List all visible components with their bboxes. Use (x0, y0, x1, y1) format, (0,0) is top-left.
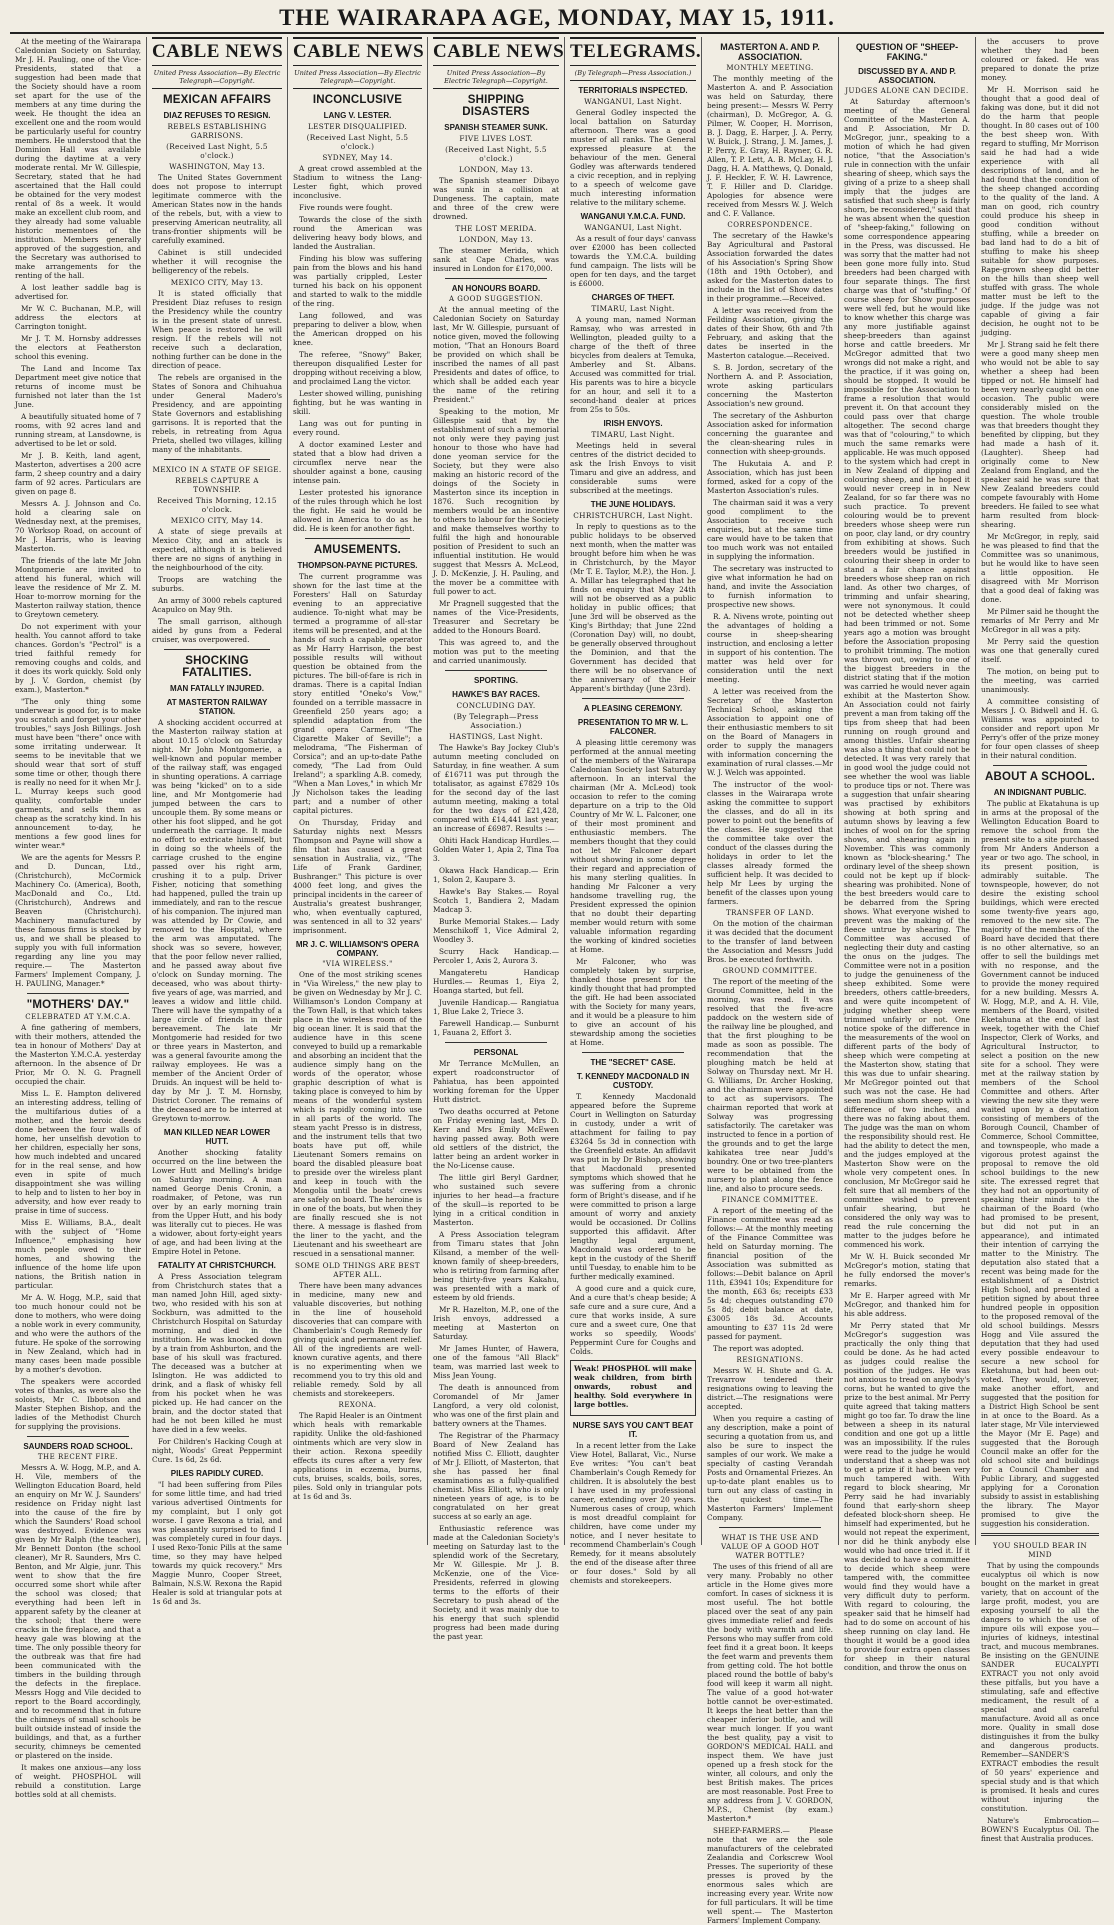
phosphol-ad-text: Weak! PHOSPHOL will make weak children, from birth onwards, robust and healthy. Sold everywhere in large bottles. (574, 1364, 692, 1409)
transfer-article (707, 919, 833, 964)
paragraph: T. Kennedy Macdonald appeared before the Supreme Court in Wellington on Saturday in custody, under a writ of attachment for failing to pay £3264 5s 3d in connection with the Greenfield estate. An affidavit was put in by Dr Bishop, showing that Macdonald presented symptoms which showed that he was suffering from a chronic form of Bright's disease, and if he were committed to prison a large amount of worry and anxiety would be occasioned. Dr Collins supported this affidavit. After lengthy legal argument, Macdonald was ordered to be kept in the custody of the Sheriff until Tuesday, to enable him to be further medically examined. (570, 1092, 696, 1281)
ground-committee-article (707, 977, 833, 1193)
fatalities-article (152, 718, 282, 1123)
old-things-heading: SOME OLD THINGS ARE BEST AFTER ALL. (295, 1261, 420, 1279)
dateline: WANGANUI, Last Night. (584, 97, 682, 106)
rexona-article (293, 1411, 422, 1501)
paragraph: Two deaths occurred at Petone on Friday evening last, Mrs D. Kerr and Mrs Emily McEwen having passed away. Both were old settlers of the district, the latter being an ardent worker in the No-License cause. (433, 1107, 559, 1170)
dateline: MEXICO CITY, May 13. (170, 278, 264, 287)
paragraph: Finding his blow was suffering pain from the blows and his hand was partially crippled, Lester turned his back on his opponent and started to walk to the middle of the ring. (293, 254, 422, 308)
paragraph: The instructor of the wool-classes in the Wairarapa wrote asking the committee to support the classes, and do all in its power to point out the benefits of the classes. He suggested that the committee take over the conduct of the classes during the holidays in order to let the classes already formed the sufficient help. It was decided to help Mr Lees by urging the benefit of the classes upon young farmers. (707, 780, 833, 906)
paragraph: The monthly meeting of the Masterton A. and P. Association was held on Saturday, there being present:— Messrs W. Perry (chairman), D. McGregor, A. G. Pilmer, W. Cooper, H. Morrison, B. J. Dagg, E. Harper, J. A. Perry, W. Buick, J. Strang, J. M. James, J. P. Perry, E. Gray, H. Rayner, G. R. Allen, T. P. Lett, A. B. McLay, H. J. Dagg, H. A. Matthews, Q. Donald, J. F. Heckler, F. W. H. Lawrence, T. F. Hiller and D. Claridge. Apologies for absence were received from Messrs W. J. Welch and C. F. Vallance. (707, 74, 833, 218)
paragraph: A letter was received from the Secretary of the Masterton Technical School, asking the Association to appoint one of their enthusiastic members to sit on the Board of Managers in order to supply the managers with information concerning the examination of rural classes.—Mr W. J. Welch was appointed. (707, 687, 833, 777)
paragraph: The public at Ekatahuna is up in arms at the proposal of the Wellington Education Board to remove the school from the present site to a site purchased from Mr Anders Anderson a year or two ago. The school, in its present position, is admirably suitable. The townspeople, however, do not desire the existing school buildings, which were erected some twenty-five years ago, removed to the new site. The majority of the members of the Board have decided that there is no other alternative, so an offer to sell the buildings met with no response, and the Government cannot be induced to provide the money required for a new building. Messrs A. W. Hogg, M.P., and A. H. Vile, members of the Board, visited Eketahuna at the end of last week, together with the Chief Inspector, Clerk of Works, and Agricultural Instructor, to select a position on the new site for a school. They were met at the railway station by members of the School Committee and others. After viewing the new site they were waited upon by a deputation consisting of members of the Borough Council, Chamber of Commerce, School Committee, and townspeople, who made a vigorous protest against the proposal to remove the old school buildings to the new site. The exressed regret that they had not an opportunity of speaking their minds to the chairman of the Board (who had promised to be present, but did not put in an appearance), and intimated their intention of carrying the matter to the Ministry. The deputation also stated that a recent was being made for the establishment of a District High School, and presented a petition signed by about three hundred people in opposition to the proposed removal of the old school buildings. Messrs Hogg and Vile assured the deputation that they had used every possible endeavour to secure a new school for Eketahuna, but had been out-voted. They would, however, make another effort, and suggested that the position for a District High School be sent in at once to the Board. As a later stage, Mr Vile interviewed the Mayor (Mr E. Page) and suggested that the Borough Council make an offer for the old school site and buildings for a Council Chamber and Public Library, and suggested applying for a Coronation subsidy to assist in establishing the library. The Mayor promised to give the suggestion his consideration. (981, 799, 1099, 1528)
cable-news-banner: CABLE NEWS (293, 37, 422, 66)
paragraph: When you require a casting of any description, make a point of securing a quotation from us, and also be sure to inspect the samples of our work. We make a specialty of casting Verandah Posts and Ornamental Friezes. An up-to-date plant enables us to turn out any class of casting in the quickest time.—The Masterton Farmers' Implement Company. (707, 1414, 833, 1522)
paragraph: Mr Pilmer said he thought the remarks of Mr Perry and Mr McGregor in all was a pity. (981, 607, 1099, 634)
paragraph: The death is announced from Coromandel of Mr Jamer Langford, a very old colonist, who was one of the first plain and battery owners at the Thames. (433, 1383, 559, 1428)
pictures-article (293, 572, 422, 935)
fatalities-subheading: MAN FATALLY INJURED. (170, 684, 264, 693)
about-school-article (981, 799, 1099, 1528)
honours-board-subheading: A GOOD SUGGESTION. (448, 295, 544, 303)
press-credit: United Press Association—By Electric Telegraph—Copyright. (433, 69, 559, 89)
paragraph: SHEEP-FARMERS.— Please note that we are the sole manufacturers of the celebrated Zealandia and Corkscrew Wool Presses. The superiority of these presses is proved by the enormous sales which are increasing every year. Write now for full particulars. It will be time well spent.— The Masterton Farmers' Implement Company. (707, 1826, 833, 1925)
ap-article-1 (707, 74, 833, 218)
ceremony-article (570, 738, 696, 1047)
masthead (10, 4, 1104, 34)
paragraph: There have been many advances in medicine, many new and valuable discoveries, but nothing in the line of household discoveries that can compare with Chamberlain's Cough Remedy for giving quick and permanent relief. All of the ingredients are well-known curative agents, and there is no experimenting when we recommend you to try this old and reliable remedy. Sold by all chemists and storekeepers. (293, 1281, 422, 1398)
paragraph: At the meeting of the Wairarapa Caledonian Society on Saturday, Mr J. H. Pauling, one of the Vice-Presidents, stated that a suggestion had been made that the Society should have a room set apart for the use of the members at any time during the week. He thought the idea an excellent one and the room would be particularly useful for country members. He understood that the Dominion Hall was available during the daytime at a very moderate rental. Mr W. Gillespie, Secretary, stated that he had ascertained that the Hall could be obtained for the very modest rental of 8s a week. It would make an excellent club room, and they already had some valuable historic mementoes of the institution. Members generally approved of the suggestion, and the Secretary was authorised to make arrangements for the renting of the hall. (15, 37, 141, 280)
fatalities-subheading-2: AT MASTERTON RAILWAY STATION. (166, 698, 268, 716)
lower-hutt-heading: MAN KILLED NEAR LOWER HUTT. (163, 1128, 271, 1146)
irish-envoys-heading: IRISH ENVOYS. (603, 419, 663, 428)
paragraph: That by using the compounds eucalyptus oil which is now bought on the market in great variety, that on account of the large profit, modest, you are exposing yourself to all the dangers to which the use of impure oils will expose you—injuries of kidneys, intestinal tract, and mucous membranes. Be insisting on the GENUINE SANDER EUCALYPTI EXTRACT you not only avoid these pitfalls, but you have a stimulating, safe and effective medicament, the result of a special and careful manufacture. Avoid all as once more. Quality in small dose distinguishes it from the bulky and dangerous products. Remember—SANDER'S EXTRACT embodies the result of 50 years' experience and special study and is that which is promised. It heals and cures without injuring the constitution. (981, 1561, 1099, 1813)
paragraph: The Rapid Healer is an Ointment which heals with remarkable rapidity. Unlike the old-fashioned ointments which are very slow in their action. Rexona speedily effects its cures after a very few applications in eczema, burns, cuts, bruises, scalds, boils, sores, piles. Sold only in triangular pots at 1s 6d and 3s. (293, 1411, 422, 1501)
eucalyptus-heading: YOU SHOULD BEAR IN MIND (992, 1541, 1088, 1559)
dateline: CHRISTCHURCH, Last Night. (573, 511, 693, 520)
paragraph: Lester showed willing, punishing fighting, but he was wanting in skill. (293, 389, 422, 416)
received-line: (Received Last Night, 5.5 o'clock.) (445, 145, 547, 163)
paragraph: Troops are watching the suburbs. (152, 575, 282, 593)
column-4 (428, 37, 565, 1641)
territorials-article (570, 108, 696, 207)
dateline: WANGANUI, Last Night. (584, 223, 682, 232)
paragraph: Speaking to the motion, Mr Gillespie said that by the establishment of such a memorial not only were they paying just honour to those who have had done yeoman service for the Society, but they were also making an historic record of the doings of the Society in Masterton since its inception in 1876. Such recognition by members would be an incentive to others to labour for the Society and make themselves worthy to fulfil the high and honourable position of President to such an influential institution. He would suggest that Messrs A. McLeod, J. D. McKenzie, J. H. Pauling, and the mover be a committee with full power to act. (433, 407, 559, 596)
sheep-faking-article (844, 97, 970, 1672)
received-line: (Received Last Night, 5.5 o'clock.) (306, 133, 409, 151)
paragraph: The United States Government does not propose to interrupt legitimate commerce with the American States now in the hands of the rebels, but, with a view to preserving American neutrality, all trans-frontier shipments will be carefully examined. (152, 173, 282, 245)
ymca-fund-heading: WANGANUI Y.M.C.A. FUND. (580, 212, 686, 221)
paragraph: R. A. Nivens wrote, pointing out the advantages of holding a course in sheep-shearing instruction, and enclosing a letter in support of his contention. The matter was held over for consideration until the next meeting. (707, 612, 833, 684)
resignations-subheading: RESIGNATIONS. (736, 1356, 804, 1364)
paragraph: We are the agents for Messrs P. and D. Duncan, Ltd., (Christchurch), McCormick Machinery Co. (America), Booth, MacDonald and Co., Ltd. (Christchurch), Andrews and Beaven (Christchurch). Machinery manufactured by these famous firms is stocked by us, and we shall be pleased to supply you with full information regarding any line you may require.— The Masterton Farmers' Implement Company, J. H. PAULING, Manager.* (15, 853, 141, 988)
paragraph: "The only thing some underwear is good for, is to make you scratch and forget your other troubles," says Josh Billings. Josh must have been "there" once with some irritating underwear. It seems to be inevitable that we should wear that sort of stuff some time or other, though there is really no need for it when Mr J. L. Murray keeps such good quality, comfortable under garments, and sells them as cheap as the scratchy kind. In his announcement to-day, he mentions a few good lines for winter wear.* (15, 697, 141, 850)
ceremony-heading: A PLEASING CEREMONY. (583, 704, 683, 713)
paragraph: Nature's Embrocation—BOWEN'S Eucalyptus Oil. The finest that Australia produces. (981, 1816, 1099, 1843)
mexican-subheading-2: REBELS ESTABLISHING GARRISONS. (167, 122, 267, 140)
paragraph: The secretary of the Ashburton Association asked for information concerning the guarantee and the clean-shearing rules in connection with sheep-grounds. (707, 411, 833, 456)
paragraph: Mr H. Morrison said he thought that a good deal of faking was done, but it did not do the harm that people thought. In 80 cases out of 100 the best sheep won. With regard to stuffing, Mr Morrison said he had had a wide experience with all descriptions of land, and he had found that the condition of the sheep changed according to the quality of the land. A man on good, rich country could produce his sheep in good condition without stuffing, while a breeder on bad land had to do a bit of stuffing to make his sheep suitable for show purposes. Rape-grown sheep did better on the hills than sheep well stuffed with grass. The whole matter must be left to the judge. If the judge was not capable of giving a fair decision, he ought not to be judging. (981, 85, 1099, 337)
inconclusive-heading: INCONCLUSIVE (312, 94, 403, 106)
dateline: TIMARU, Last Night. (591, 304, 675, 313)
paragraph: The Hawke's Bay Jockey Club's autumn meeting concluded on Saturday, in fine weather. A sum of £16711 was put through the totalisator, as against £7829 10s for the second day of the last autumn meeting, making a total for the two days of £21,428, compared with £14,441 last year, an increase of £6987. Results :— (433, 743, 559, 833)
paragraph: Messrs A. J. Johnson and Co. hold a clearing sale on Wednesday next, at the premises, 70 Worksop Road, on account of Mr J. Harris, who is leaving Masterton. (15, 499, 141, 553)
paragraph: Enthusiastic reference was made at the Caledonian Society's meeting on Saturday last to the splendid work of the Secretary, Mr W. Gillespie. Mr J. B. McKenzie, one of the Vice-Presidents, referred in glowing terms to the efforts of their Secretary to push ahead of the Society, and it was mainly due to his energy that such splendid progress had been made during the past year. (433, 1524, 559, 1641)
paragraph: Miss E. Williams, B.A., dealt with the subject of "Home Influence," emphasising how much people owed to their homes, and showing the influence of the home life upon nations, the British nation in particular. (15, 1218, 141, 1290)
paragraph: At Saturday afternoon's meeting of the General Committee of the Masterton A. and P. Association, Mr D. McGregor, junr., speaking to a motion of which he had given notice, "that the Association's rule in connection with the unfair shearing of sheep, which says the giving of a prize to a sheep shall imply that the judges are satisfied that such sheep is fairly shorn, be reconsidered," said that he was absent when the question of "sheep-faking," following on some correspondence appearing in the Press, was discussed. He was sorry that the matter had not been gone more fully into. Stud breeders had been charged with four separate things. The first charge was that of "stuffing." Of course sheep for Show purposes were well fed, but he would like to know whether this charge was any more justifiable against sheep-breeders than against horse and cattle breeders. Mr McGregor admitted that two wrongs did not make a right, and the practice, if it was going on, should be stopped. It would be impossible for the Association to frame a resolution that would prevent it. On that account they could pass over that charge altogether. The second charge was that of "colouring," to which much the same remarks were applicable. He was much opposed to the system which had crept in in New Zealand of dipping and colouring sheep, and he hoped it would never creep in in New Zealand, for so far there was no such practice. To prevent colouring would be to prevent breeders whose sheep were run on poor, clay land, or dry country from exhibiting at shows. Such breeders would be justified in colouring their sheep in order to stand a fair chance against breeders whose sheep ran on rich land. As other two charges, of trimming and unfair shearing, were not synonymous. It could not be detected whether sheep had been trimmed or not. Some years ago a motion was brought before the Association proposing to prohibit trimming. The motion was thrown out, owing to one of the biggest breeders in the district stating that if the motion was carried he would never again exhibit at the Masterton Show. An Association could not fairly prevent a man from taking off the tips from sheep that had been running on rough ground and among thistles. Unfair shearing was also a thing that could not be detected. It was very rarely that in good wool the judge could not see whether the wool was liable to produce tips or not. There was a suggestion that unfair shearing was practised by exhibitors showing at both spring and autumn shows by leaving a few inches of wool on for the spring shows, and shearing again in November. This was commonly known as "block-shearing." The ordinary level of the sheep shown could not be kept up if block-shearing was prohibited. None of the best breeders would care to be debarred from the Spring shows. What everyone wished to prevent was the making of the fleece untrue by shearing. The Committee was accused of neglecting their duty and casting the onus on the judges. The Committee were not in a position to judge the genuineness of the sheep exhibited. Some were breeders, others cattle-breeders, and were quite incompetent of judging whether sheep were trimmed unfairly or not. One notice spoke of the difference in the measurements of the wool on different parts of the body of sheep which were competing at the Masterton show, stating that this was due to unfair shearing. Mr McGregor pointed out that such was not the case. He had seen medium shorn sheep with a difference of two inches, and there was no faking about them. The judge was the man on whom the responsibility should rest. He had the ability to detect the men, and the judges employed at the Masterton Show were on the whole very competent ones. In conclusion, Mr McGregor said he felt sure that all members of the committee wished to prevent unfair shearing, but he considered the only way was to read the rule concerning the matter to the judges before he commenced his work. (844, 97, 971, 1249)
paragraph: Burke Memorial Stakes.— Lady Menschikoff 1, Vice Admiral 2, Woodley 3. (433, 917, 559, 944)
mexican-article-1 (152, 173, 282, 275)
merida-article (433, 246, 559, 273)
paragraph: The uses of this friend of all are very many. Probably no other article in the Home gives more comfort. In cases of sickness it is most useful. The hot bottle placed over the seat of any pain gives immediate relief and feeds the body with warmth and life. Persons who may suffer from cold feet find it a great boon. It keeps the feet warm and prevents them from getting cold. The hot bottle placed round the bottle of baby's food will keep it warm all night. The value of a good hot-water bottle cannot be over-estimated. It keeps the heat better than the cheaper inferior bottle, and will wear much longer. If you want the best quality, pay a visit to GORDON'S MEDICAL HALL and inspect them. We have just opened up a fresh stock for the winter, all colours, and only the best British makes. The prices are most reasonable. Post Free to any address from J. V. GORDON, M.P.S., Chemist (by exam.) Masterton.* (707, 1562, 833, 1823)
secret-case-heading: THE "SECRET" CASE. (590, 1058, 676, 1067)
mexican-article-2 (152, 289, 282, 454)
paragraph: Okawa Hack Handicap.— Erin 1, Solon 2, Kaupare 3. (433, 866, 559, 884)
june-holidays-article (570, 522, 696, 693)
dateline: WASHINGTON, May 13. (169, 162, 265, 171)
finance-subheading: FINANCE COMMITTEE. (721, 1196, 819, 1204)
opera-article (293, 970, 422, 1258)
press-credit: United Press Association—By Electric Telegraph—Copyright. (293, 69, 422, 89)
paragraph: S. B. Jordon, secretary of the Northern A. and P. Association, wrote asking particulars concerning the Masterton Association's new ground. (707, 363, 833, 408)
finance-article (707, 1206, 833, 1353)
lester-disqualified: LESTER DISQUALIFIED. (308, 122, 407, 131)
lang-lester-subheading: LANG V. LESTER. (323, 111, 392, 120)
secret-case-subheading: T. KENNEDY MACDONALD IN CUSTODY. (576, 1072, 690, 1090)
eucalyptus-article (981, 1561, 1099, 1843)
masthead-title: THE WAIRARAPA AGE, MONDAY, MAY 15, 1911. (279, 5, 835, 30)
paragraph: An army of 3000 rebels captured Acapulco on May 9th. (152, 596, 282, 614)
school-subheading: THE RECENT FIRE. (37, 1453, 119, 1461)
columns (10, 37, 1104, 1925)
irish-envoys-article (570, 441, 696, 495)
received-line: Received This Morning, 12.15 o'clock. (157, 496, 277, 514)
theft-heading: CHARGES OF THEFT. (591, 293, 675, 302)
siege-article (152, 527, 282, 644)
paragraph: Do not experiment with your health. You cannot afford to take chances. Gordon's "Pectrol" is a tried faithful remedy for removing coughs and colds, and it does its work quickly. Sold only by J. V. Gordon, chemist (by exam.), Masterton.* (15, 622, 141, 694)
hot-water-bottle-heading: WHAT IS THE USE AND VALUE OF A GOOD HOT WATER BOTTLE? (720, 1533, 820, 1560)
paragraph: The small garrison, although aided by guns from a Federal cruiser, was overpowered. (152, 617, 282, 644)
column-1 (10, 37, 147, 1799)
paragraph: On Thursday, Friday and Saturday nights next Messrs Thompson and Payne will show a film that has caused a great sensation in Australia, viz., "The Life of Frank Gardiner, Bushranger." This picture is over 4000 feet long, and gives the principal incidents in the career of Australia's greatest bushranger, who, when eventually captured, was sentenced in all to 32 years' imprisonment. (293, 818, 422, 935)
paragraph: Miss L. E. Hampton delivered an interesting address, telling of the multifarious duties of a mother, and the heroic deeds done between the four walls of home, her unselfish devotion to her children, especially her sons, how much indebted and uncared for in the real sense, and how even in spite of much disappointment she was willing to help and to listen to her boy in adversity, and how ever ready to praise in time of success. (15, 1089, 141, 1215)
paragraph: Lester protested his ignorance of the rules through which he lost the fight. He said he would be allowed in America to do as he did. He is keen for another fight. (293, 488, 422, 533)
paragraph: Ohiti Hack Handicap Hurdles.— Golden Water 1, Apia 2, Tina Toa 3. (433, 836, 559, 863)
paragraph: For Children's Hacking Cough at night, Woods' Great Peppermint Cure. 1s 6d, 2s 6d. (152, 1437, 282, 1464)
personal-heading: PERSONAL (473, 1048, 519, 1057)
ground-committee-subheading: GROUND COMMITTEE. (722, 967, 818, 975)
paragraph: the accusers to prove whether they had been coloured or faked. He was prepared to donate the prize money. (981, 37, 1099, 82)
paragraph: The Registrar of the Pharmacy Board of New Zealand has notified Miss C. Elliott, daughter of Mr J. Elliott, of Masterton, that she has passed her final examinations as a fully-qualified chemist. Miss Elliott, who is only nineteen years of age, is to be congratulated on her great success at so early an age. (433, 1431, 559, 1521)
paragraph: One of the most striking scenes in "Via Wireless," the new play to be given on Wednesday by Mr J. C. Williamson's London Company at the Town Hall, is that which takes place in the wireless room of the big ocean liner. It is said that the audience have in this scene conveyed to build up a remarkable and absorbing an incident that the audience simply hang on the words of the operator, whose graphic description of what is taking place is conveyed to him by means of the wonderful system which is rapidly coming into use in all parts of the world. The steam yacht Presso is in distress, and the instrument tells that two boats have put off, while Lieutenant Somers remains on board the disabled pleasure boat to preside over the wireless plant and keep in touch with the Mongolia until the boats' crews are safely on board. The heroine is in one of the boats, but when they are finally rescued she is not there. A message is flashed from the liner to the yacht, and the Lieutenant and his sweetheart are rescued in a sensational manner. (293, 970, 422, 1258)
paragraph: Mr Perry stated that Mr McGregor's suggestion was practically the only thing that could be done. As he had acted as judges could realise the position of the judges. He was not anxious to tread on anybody's corns, but he wanted to give the prize to the best animal. Mr Perry quite agreed that taking matters might go too far. To draw the line between a sheep in its natural condition and one got up a little was an impossibility. If the rules were read to the judge he would understand that a sheep was not to get a prize if it had been very much tampered with. With regard to block shearing, Mr Perry said he had invariably found that early-shorn sheep defeated block-shorn sheep. He himself had experimented, but he would not repeat the experiment, nor did he think anybody else would who had once tried it. If it was decided to have a committee to decide which sheep were tampered with, the committee would find they would have a very difficult duty to perform. With regard to colouring, the speaker said that he himself had had to do some on account of his sheep running on clay land. He thought it would be a good idea to provide four extra open classes for sheep in their natural condition, and throw the onus on (844, 1321, 970, 1672)
christchurch-heading: FATALITY AT CHRISTCHURCH. (158, 1261, 276, 1270)
paragraph: A great crowd assembled at the Stadium to witness the Lang-Lester fight, which proved inconclusive. (293, 164, 422, 200)
dateline: LONDON, May 13. (459, 235, 533, 244)
press-credit: (By Telegraph—Press Association.) (570, 69, 696, 81)
paragraph: Mr Terrance McMullen, an expert roadconstructor of Pahiatua, has been appointed working foreman for the Upper Hutt district. (433, 1059, 559, 1104)
races-subheading-2: CONCLUDING DAY. (456, 701, 536, 710)
paragraph: Meetings held in several centres of the district decided to ask the Irish Envoys to visit Timaru and give an address, and considerable sums were subscribed at the meetings. (570, 441, 696, 495)
paragraph: The motion, on being put to the meeting, was carried unanimously. (981, 667, 1099, 694)
mothers-day-subheading: CELEBRATED AT Y.M.C.A. (25, 1013, 131, 1021)
paragraph: Mr A. W. Hogg, M.P., said that too much honour could not be done to mothers, who were doing a noble work in every community, and who were the authors of the future. He spoke of the sorrowing in New Zealand, which had in many cases been made possible by a mother's devotion. (15, 1293, 141, 1374)
paragraph: A state of siege prevails at Mexico City, and an attack is expected, although it is believed there are no signs of anything in the neighbourhood of the city. (152, 527, 282, 572)
paragraph: Hawke's Bay Stakes.— Royal Scotch 1, Bandiera 2, Madam Madcap 3. (433, 887, 559, 914)
paragraph: Mangateretu Handicap Hurdles.— Reumas 1, Eiya 2, Hoanga started, but fell. (433, 968, 559, 995)
sporting-heading: SPORTING. (473, 676, 518, 685)
piles-article (152, 1480, 282, 1606)
paragraph: The Spanish steamer Dibayo was sunk in a collision at Dungeness. The captain, mate and three of the crew were drowned. (433, 176, 559, 221)
dateline: LONDON, May 13. (459, 165, 533, 174)
dateline: TIMARU, Last Night. (591, 430, 675, 439)
column-1-paragraphs (15, 37, 141, 988)
school-article (15, 1463, 141, 1799)
telegrams-banner: TELEGRAMS. (570, 37, 696, 66)
paragraph: Mr McGregor, in reply, said he was pleased to find that the Committee was so unanimous, but he would like to have seen a little opposition. He disagreed with Mr Morrison that a good deal of faking was done. (981, 532, 1099, 604)
paragraph: A good cure and a quick cure, And a cure that's cheap beside; A safe cure and a sure cure, And a cure that works inside, A sure cure and a sweet cure, One that works so speedily, Woods' Peppermint Cure for Coughs and Colds. (570, 1284, 696, 1356)
races-article (433, 743, 559, 1037)
piles-heading: PILES RAPIDLY CURED. (170, 1469, 264, 1478)
paragraph: Scurry Hack Handicap.— Percoler 1, Axis 2, Aurora 3. (433, 947, 559, 965)
about-school-heading: ABOUT A SCHOOL. (984, 771, 1096, 783)
territorials-heading: TERRITORIALS INSPECTED. (578, 86, 688, 95)
column-8 (976, 37, 1104, 1843)
paragraph: Mr Perry said the question was one that generally cured itself. (981, 637, 1099, 664)
fatalities-heading: SHOCKING FATALITIES. (182, 655, 252, 679)
ap-association-heading: MASTERTON A. AND P. ASSOCIATION. (720, 42, 820, 62)
old-things-article (293, 1281, 422, 1398)
paragraph: It makes one anxious—any loss of weight. PHOSPHOL will rebuild a constitution. Large bottles sold at all chemists. (15, 1763, 141, 1799)
sheep-faking-continued (981, 37, 1099, 760)
nurse-article (570, 1441, 696, 1585)
cable-news-banner: CABLE NEWS (152, 37, 282, 66)
paragraph: This was agreed to, and the motion was put to the meeting and carried unanimously. (433, 638, 559, 665)
paragraph: The current programme was shown for the last time at the Foresters' Hall on Saturday evening to an appreciative audience. To-night what may be termed a programme of all-star items will be presented, and at the hands of such a capable operator as Mr Harry Harrison, the best possible results will without question be obtained from the pictures. The bill-of-fare is rich in dramas. There is a capital Indian story entitled "Oneko's Vow," founded on a terrible massacre in Greenfield 250 years ago; a splendid adaptation from the grand opera Carmen, "The Cigarette Maker of Seville"; a melodrama, "The Fisherman of Corsica"; and an up-to-date Pathe comedy, "The Lad from Ould Ireland"; a sparkling A.B. comedy, "When a Man Loves," in which Mr Jy Nicholson takes the leading part; and a number of other capital pictures. (293, 572, 422, 815)
paragraph: The report of the meeting of the Ground Committee, held in the morning, was read. It was resolved that the five-acre paddock on the western side of the railway line be ploughed, and that the first ploughing to be made as soon as possible. The recommendation that the ploughing match be held at Solway on Thursday next. Mr H. G. Williams, Dr. Archer Hosking, and the chairman were appointed to act as supervisors. The chairman reported that work at Solway was progressing satisfactorily. The caretaker was instructed to fence in a portion of the grounds and to get the large kahikatea tree near Judd's boundry. One or two tree-planters were to be obtained from the nursery to plant along the fence line, and also to procure seeds. (707, 977, 833, 1193)
paragraph: As a result of four days' canvass over £2000 has been collected towards the Y.M.C.A. building fund campaign. The lists will be open for ten days, and the target is £6000. (570, 234, 696, 288)
paragraph: The secretary of the Hawke's Bay Agricultural and Pastoral Association forwarded the dates of his Association's Spring Show (18th and 19th October), and asked for the Masterton dates to include in the list of Show dates in their programme.—Received. (707, 231, 833, 303)
paragraph: Farewell Handicap.— Sunburnt 1, Fauana 2, Effort 3. (433, 1019, 559, 1037)
fight-article (293, 164, 422, 533)
paragraph: Mr R. Hazelton, M.P., one of the Irish envoys, addressed a meeting at Masterton on Saturday. (433, 1305, 559, 1341)
paragraph: Messrs A. W. Hogg, M.P., and A. H. Vile, members of the Wellington Education Board, held an enquiry on Mr W. J. Saunders' residence on Friday night last into the cause of the fire by which the Saunders' Road school was destroyed. Evidence was given by Mr Ralph (the teacher), Mr Bennett Donton (the school cleaner), Mr R. Saunders, Mrs C. Benton, and Mr Algie, junr. This went to show that the fire occurred some short while after the school was closed; that everything had been left in apparent safety by the cleaner at the school; that there were cracks in the fireplace, and that a heavy gale was blowing at the time. The only possible theory for the outbreak was that fire had been communicated with the timbers in the building through the defects in the fireplace. Messrs Hogg and Vile decided to report to the Board accordingly, and to recommend that in future the chimneys of small schools be built outside instead of inside the buildings, and that, as a further security, chimneys be cemented or plastered on the inside. (15, 1463, 141, 1760)
dateline: SYDNEY, May 14. (322, 153, 393, 162)
sheep-faking-subheading-2: JUDGES ALONE CAN DECIDE. (845, 87, 969, 95)
shipping-subheading: SPANISH STEAMER SUNK. (444, 123, 548, 132)
paragraph: Another shocking fatality occurred on the line between the Lower Hutt and Melling's bridge on Saturday morning. A man named George Denis Cronin, a roadmaker, of Petone, was run over by an early morning train from the Upper Hutt, and his body was literally cut to pieces. He was a widower, about forty-eight years of age, and had been living at the Empire Hotel in Petone. (152, 1148, 282, 1256)
paragraph: The referee, "Snowy" Baker, thereupon disqualified Lester for dropping without receiving a blow, and proclaimed Lang the victor. (293, 350, 422, 386)
column-7 (839, 37, 976, 1672)
phosphol-ad (570, 1360, 696, 1416)
paragraph: Juvenile Handicap.— Rangiatua 1, Blue Lake 2, Triece 3. (433, 998, 559, 1016)
honours-board-heading: AN HONOURS BOARD. (451, 284, 541, 293)
paragraph: A fine gathering of members, with their mothers, attended the tea in honour of Mothers' Day at the Masterton Y.M.C.A. yesterday afternoon. In the absence of Dr Prior, Mr O. N. G. Pragnell occupied the chair. (15, 1023, 141, 1086)
about-school-subheading: AN INDIGNANT PUBLIC. (993, 788, 1087, 797)
transfer-subheading: TRANSFER OF LAND. (725, 909, 815, 917)
sheep-faking-subheading: DISCUSSED BY A. AND P. ASSOCIATION. (858, 67, 956, 85)
paragraph: Mr E. Harper agreed with Mr McGregor, and thanked him for his able address. (844, 1291, 970, 1318)
opera-heading: MR J. C. WILLIAMSON'S OPERA COMPANY. (295, 940, 420, 958)
paragraph: A young man, named Norman Ramsay, who was arrested in Wellington, pleaded guilty to a charge of the theft of three bicycles from dealers at Temuka, Amberley and St. Albans. Accused was committed for trial. His parents was to hire a bicycle for an hour, and sell it to a second-hand dealer at prices from 25s to 50s. (570, 315, 696, 414)
received-line: (Received Last Night, 5.5 o'clock.) (166, 142, 268, 160)
paragraph: The report was adopted. (713, 1344, 804, 1353)
paragraph: Mr J. Strang said he felt there were a good many sheep men who would not be able to say whether a sheep had been tipped or not. He himself had been very nearly caught on one occasion. The public were considerably misled on the question. The whole trouble was that breeders thought they benefited by clipping, but they had made a hash of it. (Laughter). Sheep had originally come to New Zealand from England, and the speaker said he was sure that New Zealand breeders could compete favourably with Home breeders. He failed to see what harm resulted from block-shearing. (981, 340, 1099, 529)
cable-news-banner: CABLE NEWS (433, 37, 559, 66)
merida-subheading: THE LOST MERIDA. (455, 224, 537, 233)
paragraph: A pleasing little ceremony was performed at the annual meeting of the members of the Wairarapa Caledonian Society last Saturday afternoon. In an interval the chairman (Mr A. McLeod) took occasion to refer to the coming departure on a trip to the Old Country of Mr W. L. Falconer, one of their most prominent and enthusiastic members. The members thought that they could not let Mr Falconer depart without showing in some degree their regard and appreciation of his many sterling qualities. In handing Mr Falconer a very handsome travelling rug, the President expressed the opinion that no doubt their departing member would return with some valuable information regarding the working of kindred societies at Home. (570, 738, 696, 954)
paragraph: Towards the close of the sixth round the American was delivering heavy body blows, and landed the Australian. (293, 215, 422, 251)
column-6 (702, 37, 839, 1925)
paragraph: General Godley inspected the local battalion on Saturday afternoon. There was a good muster of all ranks. The General expressed pleasure at the behaviour of the men. General Godley was afterwards tendered a civic reception, and in replying to a speech of welcome gave much interesting information relative to the military scheme. (570, 108, 696, 207)
paragraph: The chairman said it was a very good compliment to the Association to receive such enquiries, but at the same time care would have to be taken that too much work was not entailed in supplying the information. (707, 498, 833, 561)
paragraph: A Press Association telegram from Christchurch states that a man named John Hill, aged sixty-two, who resided with his son at Sockburn, was admitted to the Christchurch Hospital on Saturday morning, and died in the institution. He was knocked down by a train from Ashburton, and the base of his skull was fractured. The deceased was a butcher at Islington. He was addicted to drink, and a flask of whisky fell from his pocket when he was picked up. He had cancer on the brain, and the doctor stated that had he not been killed he must have died in a few weeks. (152, 1272, 282, 1434)
paragraph: The little girl Beryl Gardner, who sustained such severe injuries to her head—a fracture of the skull—is reported to be lying in a critical condition in Masterton. (433, 1173, 559, 1227)
paragraph: A committee consisting of Messrs J. O. Bidwell and H. G. Williams was appointed to consider and report upon Mr Perry's offer of the prize money for four open classes of sheep in their natural condition. (981, 697, 1099, 760)
shipping-subheading-2: FIVE LIVES LOST. (459, 134, 533, 143)
correspondence-subheading: CORRESPONDENCE. (727, 221, 813, 229)
paragraph: In reply to questions as to the public holidays to be observed next month, when the matter was brought before him when he was in Christchurch, by the Mayor (Mr T. E. Taylor, M.P.), the Hon. J. A. Millar has telegraphed that he finds on enquiry that May 24th will not be observed as a public holiday in public offices; that June 3rd will be observed as the King's Birthday; that June 22nd (Coronation Day) will, no doubt, be generally observed throughout the Dominion, and that the Government has decided that there will be no observance of the anniversary of the Heir Apparent's birthday (June 23rd). (570, 522, 696, 693)
paragraph: A beautifully situated home of 7 rooms, with 92 acres land and running stream, at Lansdowne, is advertised to be let or sold. (15, 412, 141, 448)
rexona-heading: REXONA. (338, 1401, 377, 1409)
ceremony-subheading: PRESENTATION TO MR W. L. FALCONER. (577, 718, 689, 736)
column-3 (288, 37, 428, 1545)
paragraph: A doctor examined Lester and stated that a blow had driven a circumflex nerve near the shoulder against a bone, causing intense pain. (293, 440, 422, 485)
amusements-heading: AMUSEMENTS. (313, 544, 402, 556)
paragraph: A shocking accident occurred at the Masterton railway station at about 10.15 o'clock on Saturday night. Mr John Montgomerie, a well-known and popular member of the railway staff, was engaged in shunting operations. A carriage was being "kicked" on to a side line, and Mr Montgomerie had jumped between the cars to uncouple them. By some means or other his foot slipped, and he got underneath the carriage. It made no effort to extricate himself, but in doing so the wheels of the carriage crushed to the engine passed over his right arm, crushing it to a pulp. Driver Fisher, noticing that something had happened, pulled the train up immediately, and ran to the rescue of his companion. The injured man was attended by Dr Cowie, and removed to the Hospital, where the arm was amputated. The shock was so severe, however, that the poor fellow never rallied, and he passed away about five o'clock on Sunday morning. The deceased, who was about thirty-five years of age, was married, and leaves a widow and little child. There will have the sympathy of a large circle of friends in their bereavement. The late Mr Montgomerie had resided for two or three years in Masterton, and was a general favourite among the railway employees. He was a member of the Ancient Order of Druids. An inquest will be held to-day by Mr J. T. M. Hornsby, District Coroner. The remains of the deceased are to be interred at Greytown to-morrow. (152, 718, 282, 1123)
hot-water-bottle-article (707, 1562, 833, 1925)
paragraph: Mr James Hunter, of Hawera, one of the famous "All Black" team, was married last week to Miss Jean Young. (433, 1344, 559, 1380)
ymca-fund-article (570, 234, 696, 288)
shipping-article-1 (433, 176, 559, 221)
paragraph: The friends of the late Mr John Montgomerie are invited to attend his funeral, which will leave the residence of Mr Z. M. Hoar to-morrow morning for the Masterton railway station, thence to Greytown cemetery. (15, 556, 141, 619)
paragraph: Mr Falconer, who was completely taken by surprise, thanked those present for the kindly thought that had prompted the gift. He had been associated with the Society for many years, and it would be a pleasure to him to give an account of his stewardship among the societies at Home. (570, 957, 696, 1047)
paragraph: The secretary was instructed to give what information he had on hand, and invite the Association to furnish information to prospective new shows. (707, 564, 833, 609)
paragraph: A lost leather saddle bag is advertised for. (15, 283, 141, 301)
mexican-affairs-heading: MEXICAN AFFAIRS (163, 94, 271, 106)
paragraph: The rebels are organised in the States of Sonora and Chihuahua under General Madero's Presidency, and are appointing State Governors and establishing garrisons. It is reported that the rebels, in retreating from Agua Prieta, shelled two villages, killing many of the inhabitants. (152, 373, 282, 454)
resignations-article (707, 1366, 833, 1522)
personal-article (433, 1059, 559, 1641)
paragraph: A letter was received from the Feilding Association, giving the dates of their Show, 6th and 7th February, and asking that the dates be inserted in the Masterton catalogue.—Received. (707, 306, 833, 360)
paragraph: In a recent letter from the Lake View Hotel, Ballarat, Vic., Nurse Eve writes: "You can't beat Chamberlain's Cough Remedy for children. It is absolutely the best I have used in my professional career, extending over 20 years. Numerous cases of croup, which is most dreadful complaint for children, have come under my notice, and I never hesitate to recommend Chamberlain's Cough Remedy, for it means absolutely the end of the disease after three or four doses." Sold by all chemists and storekeepers. (570, 1441, 696, 1585)
paragraph: The Land and Income Tax Department meet give notice that returns of income must be furnished not later than the 1st June. (15, 364, 141, 409)
paragraph: Cabinet is still undecided whether it will recognise the belligerency of the rebels. (152, 248, 282, 275)
paragraph: Messrs W. H. Shute and G. A. Trevarrow tendered their resignations owing to leaving the district.—The resignations were accepted. (707, 1366, 833, 1411)
siege-heading: MEXICO IN A STATE OF SEIGE. (152, 465, 282, 474)
correspondence-article (707, 231, 833, 906)
paragraph: Lang was out for punting in every round. (293, 419, 422, 437)
mexican-subheading: DIAZ REFUSES TO RESIGN. (163, 111, 271, 120)
theft-article (570, 315, 696, 414)
paragraph: A report of the meeting of the Finance committee was read as follows:— At the monthly meeting of the Finance Committee was held on Saturday morning. The financial position of the Association was submitted as follows:—Debit balance on April 11th, £3941 10s; Expenditure for the month, £63 6s; receipts £33 5s 4d; cheques outstanding £70 5s 8d; debit balance at date, £3005 18s 3d. Accounts amounting to £37 11s 2d were passed for payment. (707, 1206, 833, 1341)
paragraph: Mr W. H. Buick seconded Mr McGregor's motion, stating that he fully endorsed the mover's remarks. (844, 1252, 970, 1288)
races-subheading: HAWKE'S BAY RACES. (452, 690, 540, 699)
paragraph: Mr J. B. Keith, land agent, Masterton, advertises a 200 acre farm, 2 sheep country and a dairy farm of 92 acres. Particulars are given on page 8. (15, 451, 141, 496)
june-holidays-heading: THE JUNE HOLIDAYS. (590, 500, 676, 509)
sheep-faking-heading: QUESTION OF "SHEEP-FAKING." (855, 42, 959, 62)
paragraph: It is stated officially that President Diaz refuses to resign the Presidency while the country is in the present state of unrest. When peace is restored he will resign. If the rebels will not receive such a declaration, nothing further can be done in the direction of peace. (152, 289, 282, 370)
secret-case-article (570, 1092, 696, 1356)
paragraph: On the motion of the chairman it was decided that the document to the transfer of land between the Association and Messrs Judd Bros. be executed forthwith. (707, 919, 833, 964)
column-2 (147, 37, 288, 1606)
dateline: MEXICO CITY, May 14. (170, 516, 264, 525)
shipping-heading: SHIPPING DISASTERS (462, 94, 530, 118)
paragraph: The speakers were accorded votes of thanks, as were also the soloists, Mr C. Ibbotson and Master Stephen Bishop, and the ladies of the Methodist Church for supplying the provisions. (15, 1377, 141, 1431)
nurse-heading: NURSE SAYS YOU CAN'T BEAT IT. (572, 1421, 694, 1439)
paragraph: Lang followed, and was preparing to deliver a blow, when the American dropped on his knee. (293, 311, 422, 347)
siege-subheading: REBELS CAPTURE A TOWNSHIP. (175, 476, 259, 494)
press-credit: United Press Association—By Electric Telegraph—Copyright. (152, 69, 282, 89)
lower-hutt-article (152, 1148, 282, 1256)
ap-subheading: MONTHLY MEETING. (726, 64, 814, 72)
paragraph: At the annual meeting of the Caledonian Society on Saturday last, Mr W. Gillespie, pursuant of notice given, moved the following motion, "That an Honours Board be provided on which shall be inscribed the names of all past Presidents and dates of office, to which shall be added each year the name of the retiring President." (433, 305, 559, 404)
paragraph: Five rounds were fought. (299, 203, 393, 212)
mothers-day-heading: "MOTHERS' DAY." (26, 999, 130, 1011)
paragraph: The Hukutaia A. and P. Association, which has just been formed, asked for a copy of the Masterton Association's rules. (707, 459, 833, 495)
paragraph: Mr Pragnell suggested that the names of the Vice-Presidents, Treasurer and Secretary be added to the Honours Board. (433, 599, 559, 635)
column-5 (565, 37, 702, 1585)
paragraph: "I had been suffering from Piles for some little time, and had tried various advertised Ointments for my complaint, but I only got worse. I gave Rexona a trial, and was pleasantly surprised to find I was completely cured in four days. I used Rexo-Tonic Pills at the same time, so they may have helped towards my quick recovery." Mrs Maggie Munro, Cooper Street, Balmain, N.S.W. Rexona the Rapid Healer is sold at triangular pots at 1s 6d and 3s. (152, 1480, 282, 1606)
pictures-subheading: THOMPSON-PAYNE PICTURES. (297, 561, 418, 570)
school-heading: SAUNDERS ROAD SCHOOL. (23, 1442, 133, 1451)
received-line: (By Telegraph—Press Association.) (453, 712, 539, 730)
paragraph: Mr W. C. Buchanan, M.P., will address the electors at Carrington tonight. (15, 304, 141, 331)
opera-subheading: "VIA WIRELESS." (322, 960, 393, 968)
dateline: HASTINGS, Last Night. (449, 732, 543, 741)
honours-board-article (433, 305, 559, 665)
paragraph: A Press Association telegram from Timaru states that John Kilsand, a member of the well-known family of sheep-breeders, who is retiring from farming after being thirty-five years Kakahu, was presented with a mark of esteem by old friends. (433, 1230, 559, 1302)
mothers-day-article (15, 1023, 141, 1431)
paragraph: The steamer Merida, which sank at Cape Charles, was insured in London for £170,000. (433, 246, 559, 273)
christchurch-article (152, 1272, 282, 1464)
paragraph: Mr J. T. M. Hornsby addresses the electors at Featherston school this evening. (15, 334, 141, 361)
